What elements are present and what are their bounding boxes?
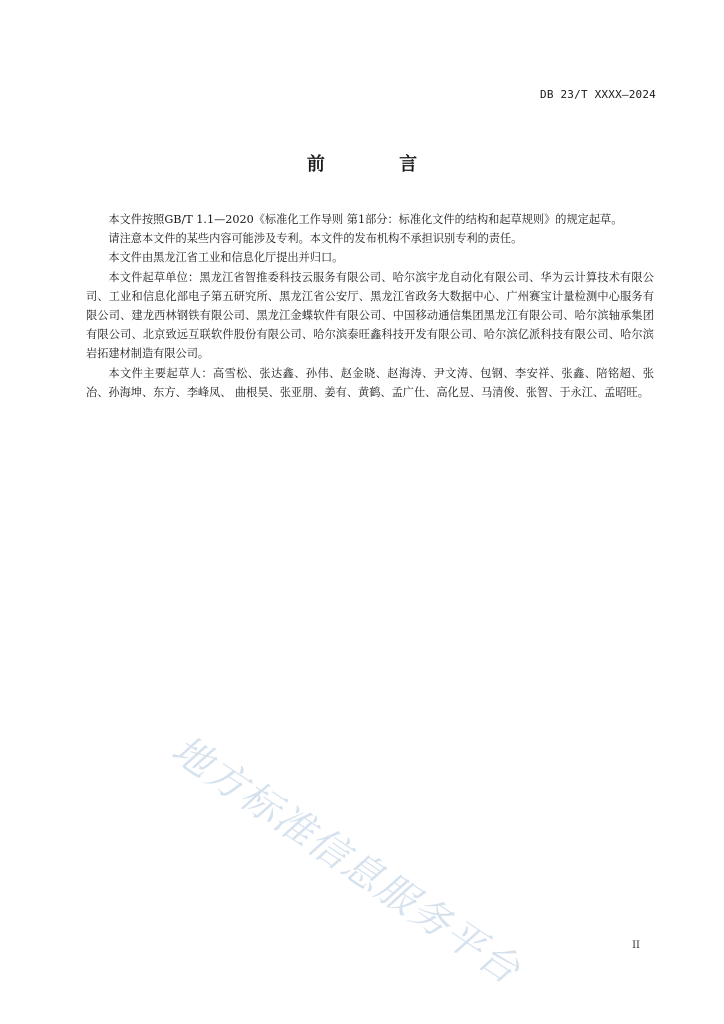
paragraph-drafting-units: 本文件起草单位：黑龙江省智推委科技云服务有限公司、哈尔滨宇龙自动化有限公司、华为云计算技术有限公司、工业和信息化部电子第五研究所、黑龙江省公安厅、黑龙江省政务大数据中心、广州赛宝计量检测中心服务有限公司、建龙西林钢铁有限公司、黑龙江金蝶软件有限公司、中国移动通信集团黑龙江有限公司、哈尔滨轴承集团有限公司、北京致远互联软件股份有限公司、哈尔滨泰旺鑫科技开发有限公司、哈尔滨亿派科技有限公司、哈尔滨岩拓建材制造有限公司。 bbox=[86, 270, 654, 361]
page-title: 前 言 bbox=[306, 154, 452, 175]
body-text bbox=[86, 210, 654, 402]
paragraph-drafters: 本文件主要起草人：高雪松、张达鑫、孙伟、赵金晓、赵海涛、尹文涛、包钢、李安祥、张鑫、陪铭超、张冶、孙海坤、东方、李峰凤、 曲根昊、张亚朋、姜有、黄鹤、孟广仕、高化昱、马清俊、张智、于永江、孟昭旺。 bbox=[86, 366, 654, 399]
paragraph-patent-notice: 请注意本文件的某些内容可能涉及专利。本文件的发布机构不承担识别专利的责任。 bbox=[108, 232, 523, 246]
paragraph-basis: 本文件按照GB/T 1.1—2020《标准化工作导则 第1部分：标准化文件的结构和起草规则》的规定起草。 bbox=[108, 213, 623, 226]
watermark: 地方标准信息服务平台 bbox=[163, 727, 529, 994]
page-number: II bbox=[632, 940, 640, 951]
paragraph-proposer: 本文件由黑龙江省工业和信息化厅提出并归口。 bbox=[108, 251, 344, 265]
doc-code: DB 23/T XXXX—2024 bbox=[540, 88, 656, 101]
